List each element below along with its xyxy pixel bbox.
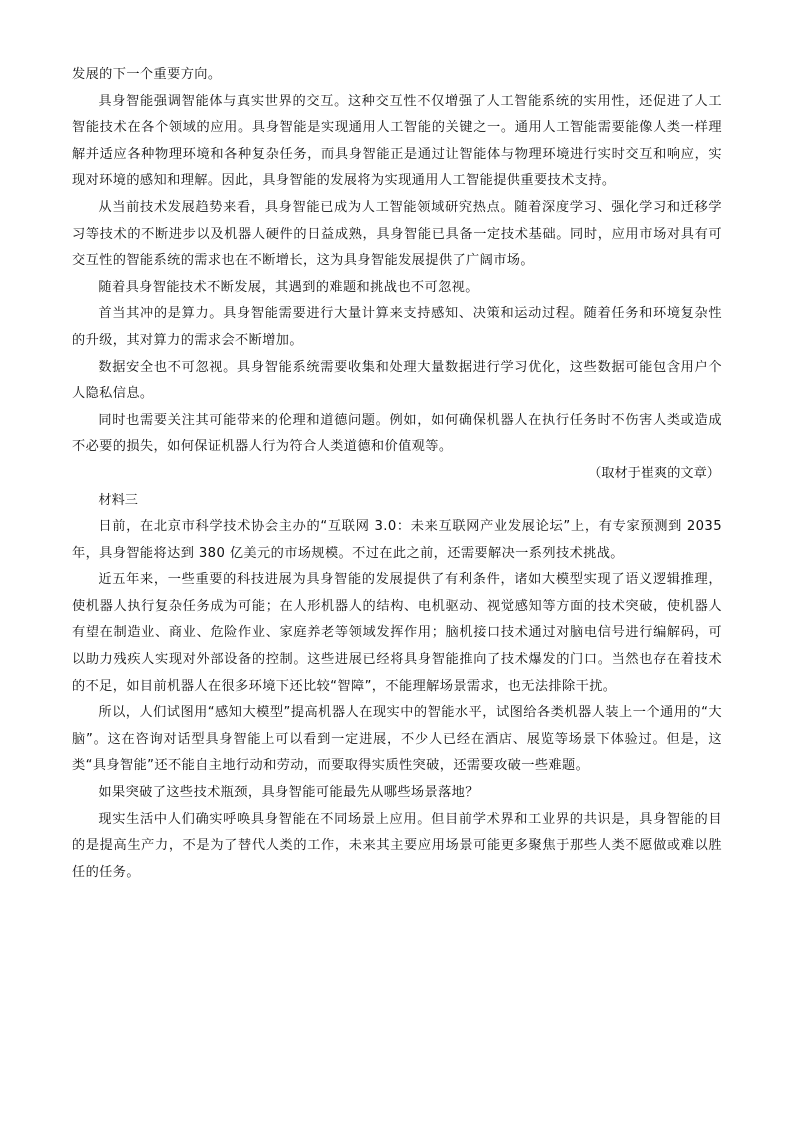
paragraph-recent-progress: 近五年来，一些重要的科技进展为具身智能的发展提供了有利条件，诸如大模型实现了语义逻辑推理，使机器人执行复杂任务成为可能；在人形机器人的结构、电机驱动、视觉感知等方面的技术突破，使机器人有望在制造业、商业、危险作业、家庭养老等领域发挥作用；脑机接口技术通过对脑电信号进行编解码，可以助力残疾人实现对外部设备的控制。这些进展已经将具身智能推向了技术爆发的门口。当然也存在着技术的不足，如目前机器人在很多环境下还比较“智障”，不能理解场景需求，也无法排除干扰。: [72, 572, 722, 694]
paragraph-perception-model: 所以，人们试图用“感知大模型”提高机器人在现实中的智能水平，试图给各类机器人装上一个通用的“大脑”。这在咨询对话型具身智能上可以看到一定进展，不少人已经在酒店、展览等场景下体验过。但是，这类“具身智能”还不能自主地行动和劳动，而要取得实质性突破，还需要攻破一些难题。: [72, 705, 722, 774]
section-title: 材料三: [98, 492, 138, 508]
source-citation: （取材于崔爽的文章）: [588, 465, 720, 481]
paragraph-computing-power: 首当其冲的是算力。具身智能需要进行大量计算来支持感知、决策和运动过程。随着任务和环境复杂性的升级，其对算力的需求会不断增加。: [72, 306, 722, 348]
paragraph-technology-trend: 从当前技术发展趋势来看，具身智能已成为人工智能领域研究热点。随着深度学习、强化学习和迁移学习等技术的不断进步以及机器人硬件的日益成熟，具身智能已具备一定技术基础。同时，应用市场对具有可交互性的智能系统的需求也在不断增长，这为具身智能发展提供了广阔市场。: [72, 199, 722, 269]
paragraph-continuation: 发展的下一个重要方向。: [72, 67, 222, 82]
paragraph-embodied-interaction: 具身智能强调智能体与真实世界的交互。这种交互性不仅增强了人工智能系统的实用性，还促进了人工智能技术在各个领域的应用。具身智能是实现通用人工智能的关键之一。通用人工智能需要能像人类一样理解并适应各种物理环境和各种复杂任务，而具身智能正是通过让智能体与物理环境进行实时交互和响应，实现对环境的感知和理解。因此，具身智能的发展将为实现通用人工智能提供重要技术支持。: [72, 93, 722, 189]
paragraph-question: 如果突破了这些技术瓶颈，具身智能可能最先从哪些场景落地？: [98, 785, 479, 801]
paragraph-forum-forecast: 日前，在北京市科学技术协会主办的“互联网 3.0：未来互联网产业发展论坛”上，有专家预测到 2035 年，具身智能将达到 380 亿美元的市场规模。不过在此之前，还需要解决一系列技术挑战。: [72, 519, 722, 561]
paragraph-ethics: 同时也需要关注其可能带来的伦理和道德问题。例如，如何确保机器人在执行任务时不伤害人类或造成不必要的损失，如何保证机器人行为符合人类道德和价值观等。: [72, 412, 722, 455]
paragraph-challenges-intro: 随着具身智能技术不断发展，其遇到的难题和挑战也不可忽视。: [98, 279, 479, 295]
paragraph-data-security: 数据安全也不可忽视。具身智能系统需要收集和处理大量数据进行学习优化，这些数据可能包含用户个人隐私信息。: [72, 359, 722, 402]
paragraph-application-scenarios: 现实生活中人们确实呼唤具身智能在不同场景上应用。但目前学术界和工业界的共识是，具身智能的目的是提高生产力，不是为了替代人类的工作，未来其主要应用场景可能更多聚焦于那些人类不愿做或难以胜任的任务。: [72, 811, 722, 880]
document-page: [72, 62, 722, 886]
